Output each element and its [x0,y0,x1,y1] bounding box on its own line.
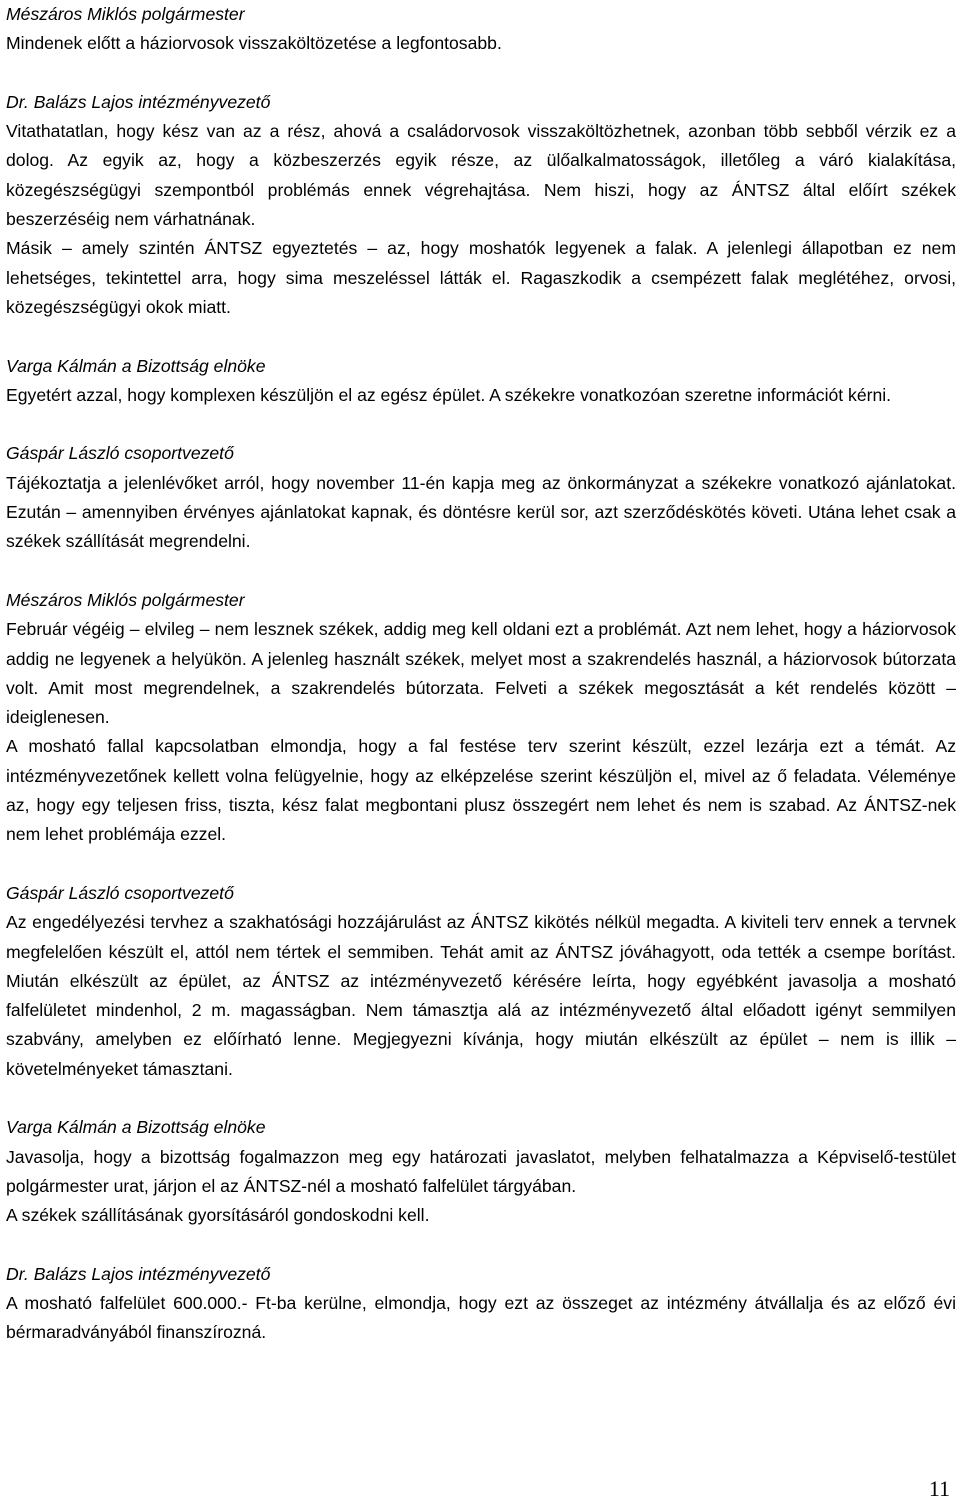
speech-paragraph: Az engedélyezési tervhez a szakhatósági hozzájárulást az ÁNTSZ kikötés nélkül megadta. A kiviteli terv ennek a tervnek megfelelően készült el, attól nem tértek el semmiben. Tehát amit az ÁNTSZ jóváhagyott, oda tették a csempe borítást. Miután elkészült az épület, az ÁNTSZ az intézményvezető kérésére leírta, hogy egyébként javasolja a mosható falfelületet mindenhol, 2 m. magasságban. Nem támasztja alá az intézményvezető által előadott igényt semmilyen szabvány, amelyben ez előírható lenne. Megjegyezni kívánja, hogy miután elkészült az épület – nem is illik – követelményeket támasztani. [6,912,956,1079]
speaker-name: Mészáros Miklós polgármester [6,589,245,610]
speaker-name: Dr. Balázs Lajos intézményvezető [6,1263,271,1284]
speech-paragraph: Másik – amely szintén ÁNTSZ egyeztetés – az, hogy moshatók legyenek a falak. A jelenlegi állapotban ez nem lehetséges, tekintettel arra, hogy sima meszeléssel látták el. Ragaszkodik a csempézett falak meglétéhez, orvosi, közegészségügyi okok miatt. [6,238,956,317]
speaker-name: Mészáros Miklós polgármester [6,4,245,24]
speech-paragraph: Javasolja, hogy a bizottság fogalmazzon meg egy határozati javaslatot, melyben felhatalmazza a Képviselő-testület polgármester urat, járjon el az ÁNTSZ-nél a mosható falfelület tárgyában. [6,1146,956,1196]
speech-paragraph: A mosható falfelület 600.000.- Ft-ba kerülne, elmondja, hogy ezt az összeget az intézmény átvállalja és az előző évi bérmaradványából finanszírozná. [6,1293,956,1343]
speech-block [6,1260,956,1348]
speaker-name: Gáspár László csoportvezető [6,443,234,464]
speaker-name: Gáspár László csoportvezető [6,882,234,903]
speech-block [6,586,956,850]
speech-paragraph: Vitathatatlan, hogy kész van az a rész, ahová a családorvosok visszaköltözhetnek, azonban több sebből vérzik ez a dolog. Az egyik az, hogy a közbeszerzés egyik része, az ülőalkalmatosságok, illetőleg a váró kialakítása, közegészségügyi szempontból problémás ennek végrehajtása. Nem hiszi, hogy az ÁNTSZ által előírt székek beszerzéséig nem várhatnának. [6,121,956,230]
speech-block [6,0,956,59]
speech-paragraph: Egyetért azzal, hogy komplexen készüljön el az egész épület. A székekre vonatkozóan szeretne információt kérni. [6,384,892,405]
speech-paragraph: Tájékoztatja a jelenlévőket arról, hogy november 11-én kapja meg az önkormányzat a székekre vonatkozó ajánlatokat. Ezután – amennyiben érvényes ajánlatokat kapnak, és döntésre kerül sor, azt szerződéskötés követi. Utána lehet csak a székek szállítását megrendelni. [6,472,956,552]
speech-paragraph: Február végéig – elvileg – nem lesznek székek, addig meg kell oldani ezt a problémát. Azt nem lehet, hogy a háziorvosok addig ne legyenek a helyükön. A jelenleg használt székek, melyet most a szakrendelés használ, a háziorvosok bútorzata volt. Amit most megrendelnek, a szakrendelés bútorzata. Felveti a székek megosztását a két rendelés között – ideiglenesen. [6,619,956,728]
speech-block [6,879,956,1084]
speech-block [6,352,956,411]
speech-paragraph: A mosható fallal kapcsolatban elmondja, hogy a fal festése terv szerint készült, ezzel lezárja ezt a témát. Az intézményvezetőnek kellett volna felügyelnie, hogy az elképzelése szerint készüljön el, mivel az ő feladata. Véleménye az, hogy egy teljesen friss, tiszta, kész falat megbontani plusz összegért nem lehet és nem is szabad. Az ÁNTSZ-nek nem lehet problémája ezzel. [6,736,956,845]
speech-paragraph: A székek szállításának gyorsításáról gondoskodni kell. [6,1205,430,1226]
speaker-name: Varga Kálmán a Bizottság elnöke [6,355,266,376]
speech-paragraph: Mindenek előtt a háziorvosok visszaköltözetése a legfontosabb. [6,33,502,54]
page-number: 11 [928,1476,950,1501]
speaker-name: Varga Kálmán a Bizottság elnöke [6,1117,266,1138]
speaker-name: Dr. Balázs Lajos intézményvezető [6,91,271,112]
speech-block [6,1113,956,1230]
document-page [6,0,956,1348]
speech-block [6,439,956,556]
speech-block [6,88,956,322]
